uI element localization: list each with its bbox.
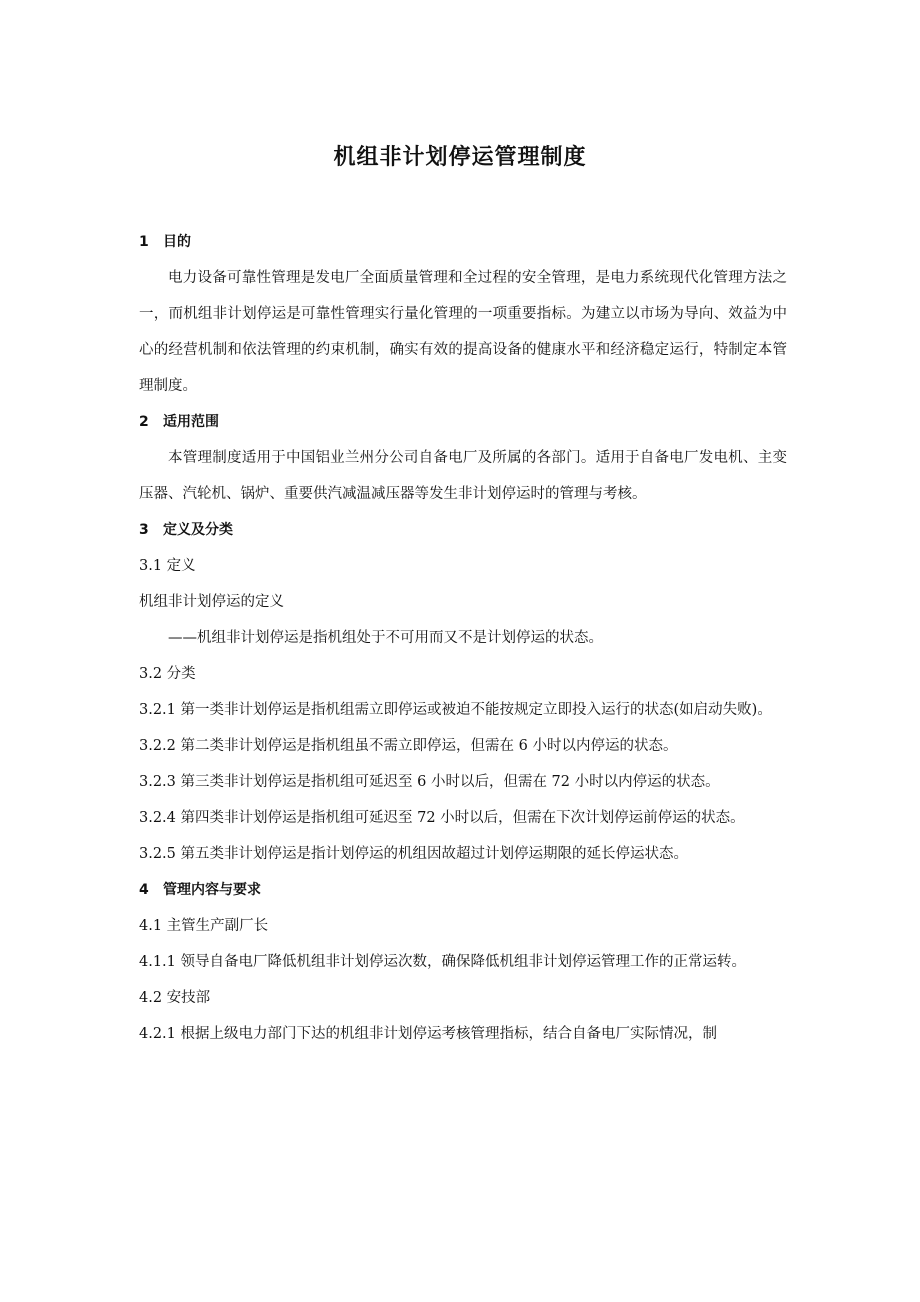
clause-4-2-1: 4.2.1 根据上级电力部门下达的机组非计划停运考核管理指标，结合自备电厂实际情况，制 bbox=[139, 1026, 717, 1042]
clause-3-2-4: 3.2.4 第四类非计划停运是指机组可延迟至 72 小时以后，但需在下次计划停运前停运的状态。 bbox=[139, 810, 745, 826]
document-body bbox=[139, 224, 787, 1052]
clause-3-2-3: 3.2.3 第三类非计划停运是指机组可延迟至 6 小时以后，但需在 72 小时以内停运的状态。 bbox=[139, 774, 720, 790]
paragraph-scope: 本管理制度适用于中国铝业兰州分公司自备电厂及所属的各部门。适用于自备电厂发电机、主变压器、汽轮机、锅炉、重要供汽减温减压器等发生非计划停运时的管理与考核。 bbox=[139, 450, 787, 502]
subsection-4-1: 4.1 主管生产副厂长 bbox=[139, 918, 269, 934]
section-title: 管理内容与要求 bbox=[163, 882, 261, 898]
subsection-4-2: 4.2 安技部 bbox=[139, 990, 211, 1006]
section-heading-scope bbox=[139, 404, 787, 440]
clause-3-2-2: 3.2.2 第二类非计划停运是指机组虽不需立即停运，但需在 6 小时以内停运的状态。 bbox=[139, 738, 678, 754]
section-heading-purpose bbox=[139, 224, 787, 260]
section-title: 适用范围 bbox=[163, 414, 219, 430]
section-heading-definitions bbox=[139, 512, 787, 548]
section-title: 定义及分类 bbox=[163, 522, 233, 538]
subsection-3-2: 3.2 分类 bbox=[139, 666, 196, 682]
definition-body: ——机组非计划停运是指机组处于不可用而又不是计划停运的状态。 bbox=[168, 630, 603, 646]
section-title: 目的 bbox=[163, 234, 191, 250]
clause-4-1-1: 4.1.1 领导自备电厂降低机组非计划停运次数，确保降低机组非计划停运管理工作的正常运转。 bbox=[139, 954, 746, 970]
clause-3-2-5: 3.2.5 第五类非计划停运是指计划停运的机组因故超过计划停运期限的延长停运状态。 bbox=[139, 846, 689, 862]
section-number: 4 bbox=[139, 882, 149, 898]
subsection-3-1: 3.1 定义 bbox=[139, 558, 196, 574]
definition-title: 机组非计划停运的定义 bbox=[139, 594, 284, 610]
section-heading-management bbox=[139, 872, 787, 908]
section-number: 2 bbox=[139, 414, 149, 430]
section-number: 1 bbox=[139, 234, 149, 250]
paragraph-purpose: 电力设备可靠性管理是发电厂全面质量管理和全过程的安全管理，是电力系统现代化管理方法之一，而机组非计划停运是可靠性管理实行量化管理的一项重要指标。为建立以市场为导向、效益为中心的经营机制和依法管理的约束机制，确实有效的提高设备的健康水平和经济稳定运行，特制定本管理制度。 bbox=[139, 270, 787, 394]
section-number: 3 bbox=[139, 522, 149, 538]
document-title: 机组非计划停运管理制度 bbox=[333, 145, 587, 170]
clause-3-2-1: 3.2.1 第一类非计划停运是指机组需立即停运或被迫不能按规定立即投入运行的状态(如启动失败)。 bbox=[139, 702, 772, 718]
